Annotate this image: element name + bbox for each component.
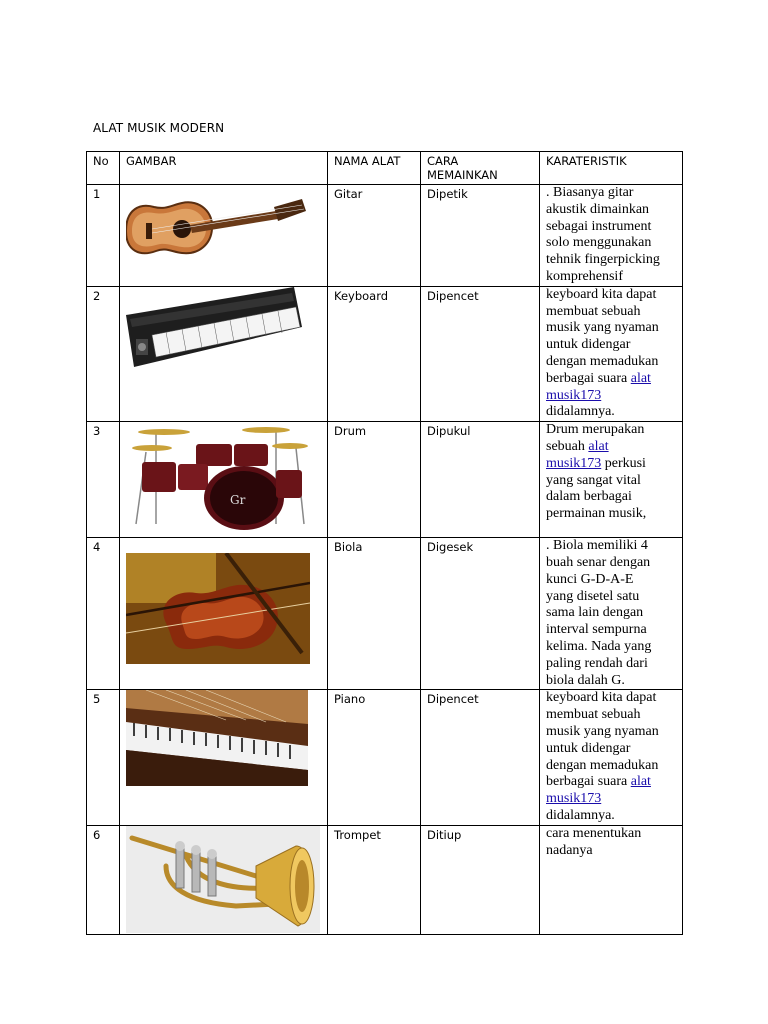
table-row xyxy=(87,185,683,287)
acoustic-guitar-picture xyxy=(126,187,308,273)
play-method: Dipencet xyxy=(427,692,479,707)
play-method: Ditiup xyxy=(427,827,462,842)
table-header-row xyxy=(87,152,683,185)
row-number: 1 xyxy=(93,187,101,201)
keyboard-picture xyxy=(126,287,302,369)
characteristic-text: Drum merupakan sebuah alat musik173 perkusi yang sangat vital dalam berbagai permainan musik, xyxy=(546,422,647,522)
table-row xyxy=(87,538,683,690)
instrument-name: Piano xyxy=(334,692,366,707)
characteristic-text: cara menentukan nadanya xyxy=(546,825,642,858)
instrument-name: Biola xyxy=(334,540,363,555)
characteristic-text: . Biasanya gitar akustik dimainkan sebagai instrument solo menggunakan tehnik fingerpicking komprehensif xyxy=(546,185,660,284)
trumpet-picture xyxy=(126,826,320,933)
alat-link[interactable]: alat xyxy=(630,774,651,790)
characteristic-text: keyboard kita dapat membuat sebuah musik yang nyaman untuk didengar dengan memadukan berbagai suara alat musik173 didalamnya. xyxy=(546,690,659,823)
svg-text:Gr: Gr xyxy=(230,493,246,508)
musik173-link[interactable]: musik173 xyxy=(546,387,602,403)
instrument-name: Gitar xyxy=(334,187,363,201)
table-row xyxy=(87,690,683,825)
row-number: 2 xyxy=(93,288,101,303)
piano-picture xyxy=(126,690,308,786)
instrument-name: Drum xyxy=(334,424,367,439)
header-no: No xyxy=(87,152,120,185)
row-number: 4 xyxy=(93,540,101,555)
header-cara: CARA MEMAINKAN xyxy=(421,152,540,185)
table-row xyxy=(87,825,683,934)
alat-link[interactable]: alat xyxy=(588,438,609,454)
header-nama: NAMA ALAT xyxy=(328,152,421,185)
row-number: 3 xyxy=(93,424,101,439)
page-title: ALAT MUSIK MODERN xyxy=(93,121,225,135)
alat-link[interactable]: alat xyxy=(630,370,651,386)
musik173-link[interactable]: musik173 xyxy=(546,455,602,471)
play-method: Dipukul xyxy=(427,424,471,439)
instrument-name: Keyboard xyxy=(334,288,389,303)
instrument-name: Trompet xyxy=(334,827,381,842)
characteristic-text: keyboard kita dapat membuat sebuah musik yang nyaman untuk didengar dengan memadukan berbagai suara alat musik173 didalamnya. xyxy=(546,286,659,420)
musik173-link[interactable]: musik173 xyxy=(546,791,602,807)
row-number: 6 xyxy=(93,827,101,842)
drum-set-picture xyxy=(126,424,310,536)
play-method: Digesek xyxy=(427,540,474,555)
characteristic-text: . Biola memiliki 4 buah senar dengan kunci G-D-A-E yang disetel satu sama lain dengan interval sempurna kelima. Nada yang paling rendah dari biola dalah G. xyxy=(546,538,652,688)
header-karakter: KARATERISTIK xyxy=(540,152,683,185)
table-row xyxy=(87,422,683,538)
play-method: Dipencet xyxy=(427,288,479,303)
instrument-table xyxy=(86,151,683,935)
play-method: Dipetik xyxy=(427,187,468,201)
header-gambar: GAMBAR xyxy=(120,152,328,185)
violin-picture xyxy=(126,553,310,664)
table-row xyxy=(87,286,683,421)
row-number: 5 xyxy=(93,692,101,707)
